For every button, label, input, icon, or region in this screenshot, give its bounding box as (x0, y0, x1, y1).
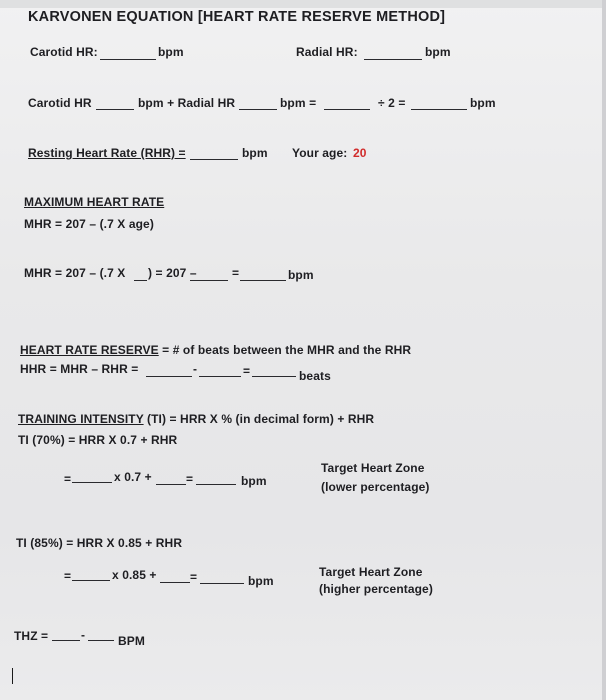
avg-plus-radial-label: bpm + Radial HR (138, 96, 236, 110)
mhr-calc-mid: ) = 207 – (148, 266, 197, 280)
hrr-minus: - (193, 362, 198, 376)
radial-hr-label: Radial HR: (296, 45, 358, 59)
zone-low-subtitle: (lower percentage) (321, 480, 430, 494)
avg-carotid-input[interactable] (96, 109, 134, 110)
ti85-formula: TI (85%) = HRR X 0.85 + RHR (16, 536, 183, 550)
carotid-hr-input[interactable] (100, 59, 156, 60)
carotid-hr-label: Carotid HR: (30, 45, 98, 59)
mhr-bpm-unit: bpm (288, 268, 314, 282)
ti70-bpm-unit: bpm (241, 474, 267, 488)
mhr-equals: = (232, 266, 240, 280)
ti-description: (TI) = HRR X % (in decimal form) + RHR (143, 412, 375, 426)
ti85-hrr-input[interactable] (72, 580, 110, 581)
ti70-times-plus: x 0.7 + (114, 470, 152, 484)
rhr-input[interactable] (190, 159, 238, 160)
ti85-equals-2: = (190, 570, 198, 584)
rhr-bpm-unit: bpm (242, 146, 268, 160)
zone-low-title: Target Heart Zone (321, 461, 425, 475)
avg-bpm-unit: bpm (470, 96, 496, 110)
hrr-heading: HEART RATE RESERVE (20, 343, 159, 357)
worksheet-title: KARVONEN EQUATION [HEART RATE RESERVE METHOD] (28, 9, 446, 25)
mhr-calc-start: MHR = 207 – (.7 X (24, 266, 126, 280)
ti85-result-input[interactable] (200, 583, 244, 584)
age-label: Your age: (292, 146, 348, 160)
avg-sum-input[interactable] (324, 109, 370, 110)
radial-hr-input[interactable] (364, 59, 422, 60)
avg-bpm-equals: bpm = (280, 96, 317, 110)
carotid-bpm-unit: bpm (158, 45, 184, 59)
thz-bpm-unit: BPM (118, 634, 145, 648)
zone-high-subtitle: (higher percentage) (319, 582, 433, 596)
hrr-heading-line (20, 343, 411, 357)
ti70-hrr-input[interactable] (72, 482, 112, 483)
thz-dash: - (81, 628, 86, 642)
hrr-rhr-input[interactable] (199, 376, 241, 377)
thz-low-input[interactable] (52, 640, 80, 641)
ti-heading-line (18, 412, 374, 426)
hrr-mhr-input[interactable] (146, 376, 192, 377)
page-top-edge (0, 0, 606, 8)
thz-high-input[interactable] (88, 640, 114, 641)
mhr-subtract-input[interactable] (190, 280, 228, 281)
mhr-heading: MAXIMUM HEART RATE (24, 195, 165, 209)
radial-bpm-unit: bpm (425, 45, 451, 59)
ti85-rhr-input[interactable] (160, 582, 190, 583)
ti70-equals-2: = (186, 472, 194, 486)
ti70-equals: = (64, 472, 72, 486)
zone-high-title: Target Heart Zone (319, 565, 423, 579)
pen-mark (12, 668, 13, 684)
ti70-rhr-input[interactable] (156, 484, 186, 485)
hrr-beats-unit: beats (299, 369, 331, 383)
page-right-edge (602, 0, 606, 700)
ti85-equals: = (64, 569, 72, 583)
hrr-formula: HHR = MHR – RHR = (20, 362, 139, 376)
mhr-formula: MHR = 207 – (.7 X age) (24, 217, 154, 231)
avg-result-input[interactable] (411, 109, 467, 110)
thz-label: THZ = (14, 629, 49, 643)
mhr-result-input[interactable] (240, 280, 286, 281)
hrr-equals: = (243, 364, 251, 378)
hrr-result-input[interactable] (252, 376, 296, 377)
avg-divide-two: ÷ 2 = (378, 96, 406, 110)
avg-radial-input[interactable] (239, 109, 277, 110)
ti70-result-input[interactable] (196, 484, 236, 485)
hrr-description: = # of beats between the MHR and the RHR (158, 343, 412, 357)
avg-carotid-label: Carotid HR (28, 96, 92, 110)
ti85-times-plus: x 0.85 + (112, 568, 157, 582)
rhr-label: Resting Heart Rate (RHR) = (28, 146, 186, 160)
ti-heading: TRAINING INTENSITY (18, 412, 144, 426)
ti70-formula: TI (70%) = HRR X 0.7 + RHR (18, 433, 178, 447)
age-value: 20 (353, 146, 367, 160)
ti85-bpm-unit: bpm (248, 574, 274, 588)
mhr-age-input[interactable] (134, 280, 147, 281)
